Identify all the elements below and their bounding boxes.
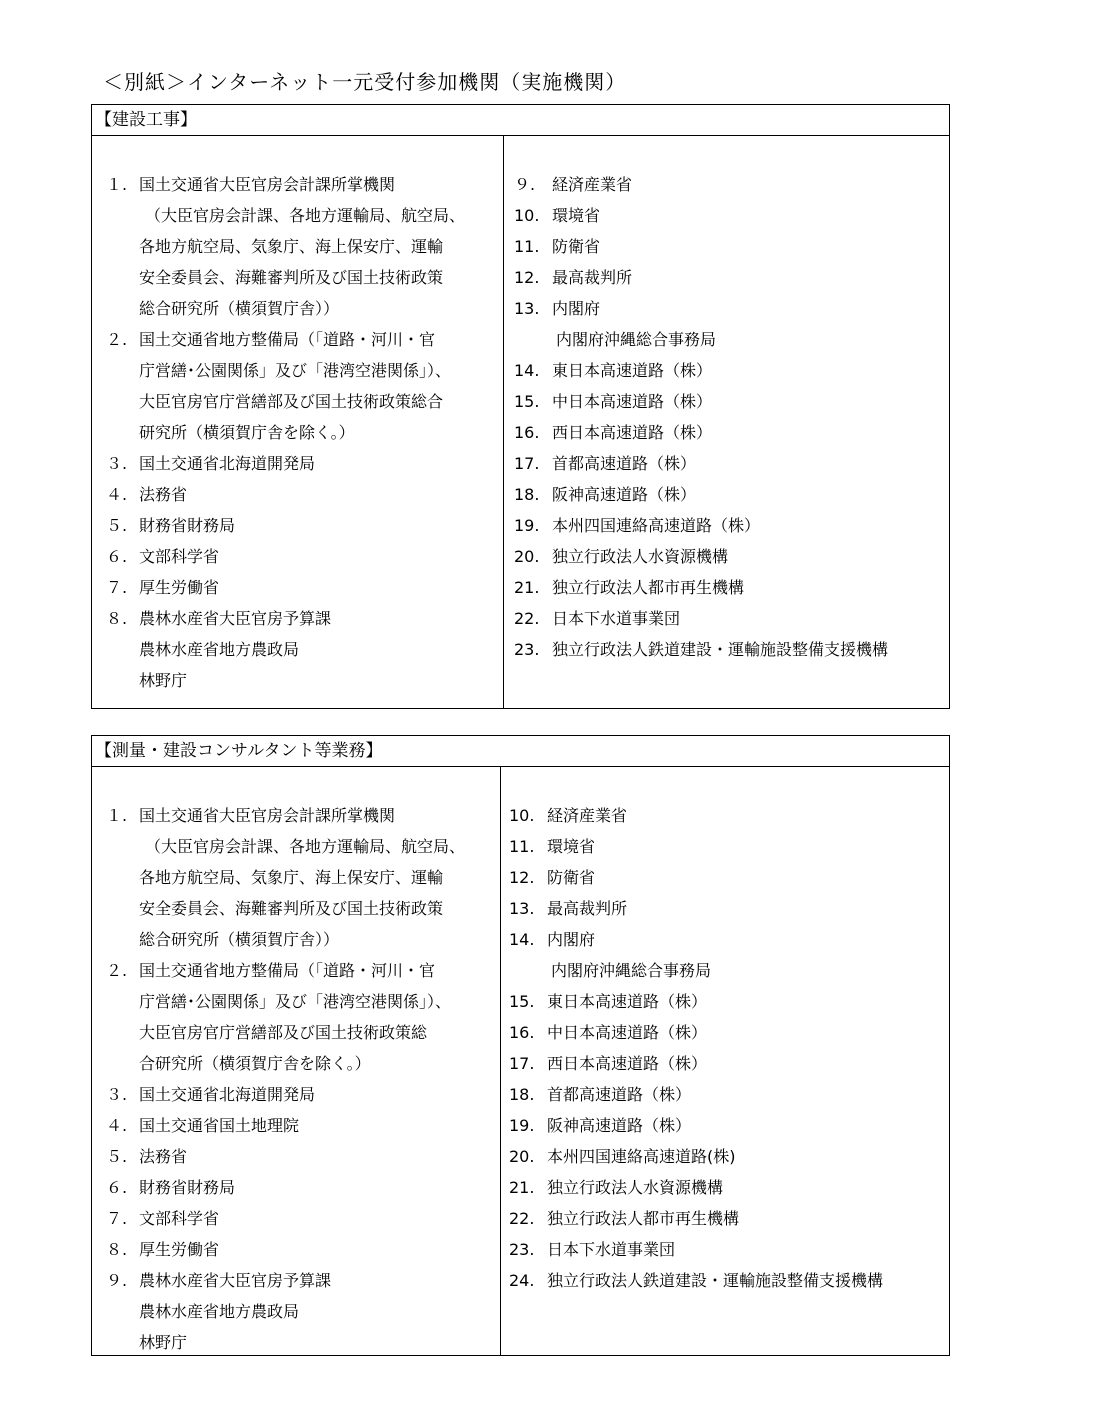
list-item — [106, 1141, 500, 1172]
item-number — [106, 1048, 139, 1079]
list-item — [106, 893, 500, 924]
item-text: 内閣府 — [547, 930, 596, 949]
list-item — [106, 1203, 500, 1234]
item-number: 16. — [509, 1023, 535, 1042]
item-number: 14. — [514, 361, 540, 380]
list-item — [106, 986, 500, 1017]
item-text: 文部科学省 — [139, 547, 220, 566]
item-text: 国土交通省大臣官房会計課所掌機関 — [139, 175, 396, 194]
item-text: 庁営繕･公園関係」及び「港湾空港関係」）、 — [139, 361, 452, 380]
item-text: 国土交通省北海道開発局 — [139, 454, 316, 473]
item-number — [106, 862, 139, 893]
list-item — [514, 479, 949, 510]
item-text: 国土交通省地方整備局（「道路・河川・官 — [139, 961, 436, 980]
item-text: 本州四国連絡高速道路(株) — [547, 1147, 736, 1166]
list-item — [514, 417, 949, 448]
item-number — [106, 231, 139, 262]
item-number — [106, 200, 139, 231]
item-text: 大臣官房官庁営繕部及び国土技術政策総合 — [139, 392, 444, 411]
item-number: 18. — [514, 485, 540, 504]
item-number — [106, 831, 139, 862]
list-item — [106, 293, 503, 324]
item-number: ２. — [106, 961, 128, 980]
list-item — [106, 634, 503, 665]
item-number: ７. — [106, 1209, 128, 1228]
item-number: ８. — [106, 609, 128, 628]
list-item — [106, 1017, 500, 1048]
item-number: 23. — [514, 640, 540, 659]
item-number — [106, 1017, 139, 1048]
list-item — [509, 1234, 949, 1265]
item-text: 各地方航空局、気象庁、海上保安庁、運輸 — [139, 237, 444, 256]
item-number — [106, 634, 139, 665]
item-text: 国土交通省国土地理院 — [139, 1116, 300, 1135]
list-item — [106, 1172, 500, 1203]
list-item — [106, 386, 503, 417]
list-item — [509, 1048, 949, 1079]
list-item — [509, 1079, 949, 1110]
list-item — [514, 572, 949, 603]
item-text: 独立行政法人水資源機構 — [547, 1178, 724, 1197]
item-text: 阪神高速道路（株） — [552, 485, 697, 504]
construction-right-column — [504, 136, 949, 708]
list-item — [106, 955, 500, 986]
item-number: 11. — [509, 837, 535, 856]
item-text: 内閣府 — [552, 299, 601, 318]
item-text: 総合研究所（横須賀庁舎）） — [139, 930, 340, 949]
item-number: 20. — [509, 1147, 535, 1166]
list-item — [106, 417, 503, 448]
item-number — [106, 293, 139, 324]
item-text: 中日本高速道路（株） — [547, 1023, 708, 1042]
item-number: 22. — [514, 609, 540, 628]
item-number: ８. — [106, 1240, 128, 1259]
item-number: 13. — [514, 299, 540, 318]
list-item — [514, 293, 949, 324]
item-number: 14. — [509, 930, 535, 949]
list-item — [106, 541, 503, 572]
list-item — [106, 169, 503, 200]
item-number — [106, 924, 139, 955]
list-item — [514, 634, 949, 665]
list-item — [509, 800, 949, 831]
item-number: 17. — [514, 454, 540, 473]
list-item — [106, 665, 503, 696]
list-item — [514, 169, 949, 200]
item-text: 林野庁 — [139, 671, 188, 690]
item-number: ６. — [106, 547, 128, 566]
item-text: 本州四国連絡高速道路（株） — [552, 516, 761, 535]
list-item — [106, 1327, 500, 1358]
item-number: 23. — [509, 1240, 535, 1259]
item-text: 厚生労働省 — [139, 578, 220, 597]
construction-left-column — [92, 136, 504, 708]
item-number: 19. — [509, 1116, 535, 1135]
item-text: 農林水産省大臣官房予算課 — [139, 1271, 332, 1290]
item-text: 安全委員会、海難審判所及び国土技術政策 — [139, 268, 444, 287]
item-number: 15. — [514, 392, 540, 411]
item-number: １. — [106, 175, 128, 194]
item-text: 国土交通省北海道開発局 — [139, 1085, 316, 1104]
item-number: 10. — [509, 806, 535, 825]
item-text: 東日本高速道路（株） — [552, 361, 713, 380]
item-text: 西日本高速道路（株） — [547, 1054, 708, 1073]
item-number: ９. — [514, 175, 536, 194]
item-text: 農林水産省地方農政局 — [139, 640, 300, 659]
list-item — [514, 448, 949, 479]
item-text: 最高裁判所 — [547, 899, 628, 918]
construction-header: 【建設工事】 — [92, 105, 949, 136]
item-text: 内閣府沖縄総合事務局 — [551, 961, 712, 980]
item-number: ５. — [106, 1147, 128, 1166]
list-item — [106, 1048, 500, 1079]
item-number: ２. — [106, 330, 128, 349]
item-text: 安全委員会、海難審判所及び国土技術政策 — [139, 899, 444, 918]
item-text: 独立行政法人鉄道建設・運輸施設整備支援機構 — [552, 640, 889, 659]
list-item — [514, 200, 949, 231]
item-number — [106, 1327, 139, 1358]
item-number: 22. — [509, 1209, 535, 1228]
item-number — [106, 665, 139, 696]
survey-left-column — [92, 767, 501, 1355]
list-item — [106, 924, 500, 955]
item-text: 総合研究所（横須賀庁舎）） — [139, 299, 340, 318]
item-number: 13. — [509, 899, 535, 918]
item-text: 各地方航空局、気象庁、海上保安庁、運輸 — [139, 868, 444, 887]
list-item — [106, 479, 503, 510]
item-number — [106, 1296, 139, 1327]
item-text: 合研究所（横須賀庁舎を除く。） — [139, 1054, 371, 1073]
item-text: 阪神高速道路（株） — [547, 1116, 692, 1135]
item-text: 独立行政法人鉄道建設・運輸施設整備支援機構 — [547, 1271, 884, 1290]
list-item — [509, 986, 949, 1017]
item-text: 財務省財務局 — [139, 1178, 236, 1197]
list-item — [514, 386, 949, 417]
item-text: 日本下水道事業団 — [552, 609, 681, 628]
item-text: 法務省 — [139, 1147, 188, 1166]
list-item — [514, 231, 949, 262]
item-text: 国土交通省地方整備局（「道路・河川・官 — [139, 330, 436, 349]
list-item — [509, 1172, 949, 1203]
list-item — [106, 831, 500, 862]
list-item — [106, 1234, 500, 1265]
item-text: 防衛省 — [547, 868, 596, 887]
list-item — [106, 1296, 500, 1327]
item-text: （大臣官房会計課、各地方運輸局、航空局、 — [145, 206, 466, 225]
item-number: ３. — [106, 1085, 128, 1104]
list-item — [509, 1017, 949, 1048]
list-item — [106, 510, 503, 541]
item-number: ９. — [106, 1271, 128, 1290]
item-number — [106, 986, 139, 1017]
item-number: 16. — [514, 423, 540, 442]
item-text: 内閣府沖縄総合事務局 — [556, 330, 717, 349]
item-text: 経済産業省 — [547, 806, 628, 825]
survey-right-column — [501, 767, 949, 1355]
list-item — [106, 324, 503, 355]
item-text: 庁営繕･公園関係」及び「港湾空港関係」）、 — [139, 992, 452, 1011]
item-text: 独立行政法人水資源機構 — [552, 547, 729, 566]
item-text: （大臣官房会計課、各地方運輸局、航空局、 — [145, 837, 466, 856]
list-item — [514, 603, 949, 634]
item-number: ７. — [106, 578, 128, 597]
item-text: 大臣官房官庁営繕部及び国土技術政策総 — [139, 1023, 428, 1042]
item-text: 独立行政法人都市再生機構 — [547, 1209, 740, 1228]
item-number — [106, 355, 139, 386]
item-number: 21. — [514, 578, 540, 597]
item-number: １. — [106, 806, 128, 825]
item-number: ５. — [106, 516, 128, 535]
item-text: 首都高速道路（株） — [552, 454, 697, 473]
page-title: ＜別紙＞インターネット一元受付参加機関（実施機関） — [103, 70, 627, 94]
item-text: 西日本高速道路（株） — [552, 423, 713, 442]
list-item — [106, 355, 503, 386]
list-item — [106, 231, 503, 262]
list-item — [509, 1141, 949, 1172]
list-item — [509, 893, 949, 924]
list-item — [514, 541, 949, 572]
item-text: 国土交通省大臣官房会計課所掌機関 — [139, 806, 396, 825]
item-number: 24. — [509, 1271, 535, 1290]
item-text: 法務省 — [139, 485, 188, 504]
item-text: 中日本高速道路（株） — [552, 392, 713, 411]
item-number: 19. — [514, 516, 540, 535]
list-item — [509, 1203, 949, 1234]
item-text: 財務省財務局 — [139, 516, 236, 535]
item-text: 経済産業省 — [552, 175, 633, 194]
list-item — [509, 1265, 949, 1296]
item-text: 林野庁 — [139, 1333, 188, 1352]
item-number — [514, 324, 552, 355]
item-text: 独立行政法人都市再生機構 — [552, 578, 745, 597]
list-item — [509, 1110, 949, 1141]
item-number: ４. — [106, 1116, 128, 1135]
list-item — [106, 262, 503, 293]
list-item — [514, 262, 949, 293]
item-number: 18. — [509, 1085, 535, 1104]
item-text: 日本下水道事業団 — [547, 1240, 676, 1259]
item-number: ４. — [106, 485, 128, 504]
item-text: 東日本高速道路（株） — [547, 992, 708, 1011]
item-text: 環境省 — [547, 837, 596, 856]
item-number: ６. — [106, 1178, 128, 1197]
item-number: 11. — [514, 237, 540, 256]
list-item — [514, 510, 949, 541]
list-item — [509, 862, 949, 893]
item-text: 農林水産省地方農政局 — [139, 1302, 300, 1321]
list-item — [514, 355, 949, 386]
list-item — [106, 448, 503, 479]
list-item — [106, 1265, 500, 1296]
item-number: 10. — [514, 206, 540, 225]
item-number — [106, 417, 139, 448]
item-number: 21. — [509, 1178, 535, 1197]
list-item — [106, 1079, 500, 1110]
survey-header: 【測量・建設コンサルタント等業務】 — [92, 736, 949, 767]
list-item — [106, 1110, 500, 1141]
item-number: ３. — [106, 454, 128, 473]
list-item — [106, 862, 500, 893]
item-number: 20. — [514, 547, 540, 566]
list-item — [106, 603, 503, 634]
item-number — [509, 955, 547, 986]
list-item — [106, 572, 503, 603]
item-text: 研究所（横須賀庁舎を除く。） — [139, 423, 355, 442]
item-number — [106, 386, 139, 417]
item-number — [106, 893, 139, 924]
item-text: 農林水産省大臣官房予算課 — [139, 609, 332, 628]
item-text: 首都高速道路（株） — [547, 1085, 692, 1104]
list-item — [106, 200, 503, 231]
list-item — [509, 924, 949, 955]
list-item — [509, 831, 949, 862]
construction-section — [91, 104, 950, 709]
item-text: 最高裁判所 — [552, 268, 633, 287]
item-number — [106, 262, 139, 293]
item-number: 12. — [514, 268, 540, 287]
list-item — [514, 324, 949, 355]
item-text: 厚生労働省 — [139, 1240, 220, 1259]
list-item — [106, 800, 500, 831]
list-item — [509, 955, 949, 986]
item-text: 文部科学省 — [139, 1209, 220, 1228]
item-number: 17. — [509, 1054, 535, 1073]
item-number: 15. — [509, 992, 535, 1011]
item-number: 12. — [509, 868, 535, 887]
item-text: 防衛省 — [552, 237, 601, 256]
item-text: 環境省 — [552, 206, 601, 225]
survey-section — [91, 735, 950, 1356]
